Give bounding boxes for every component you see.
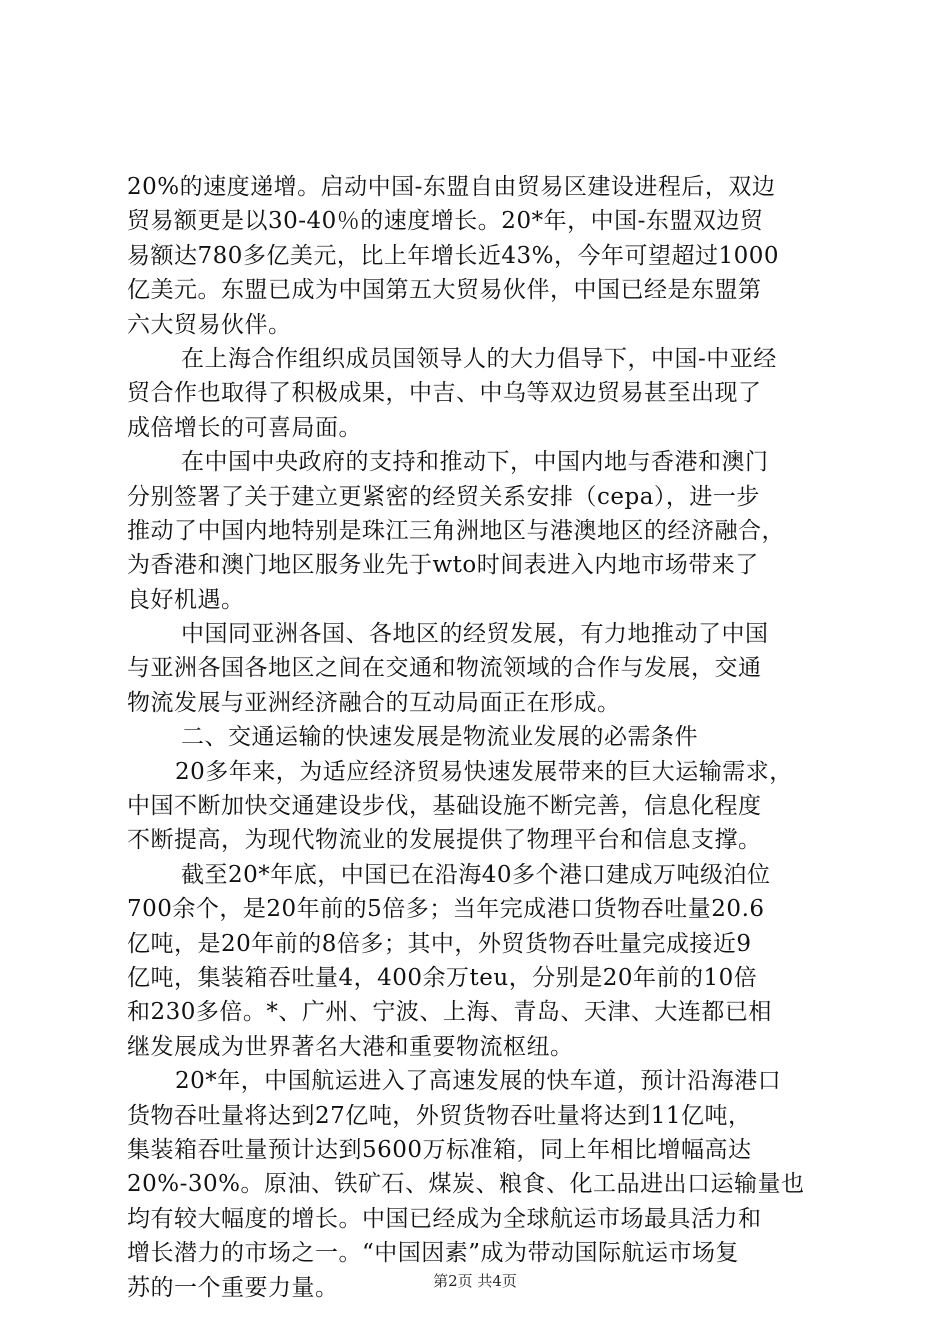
page-number: 第2页 共4页 <box>433 1272 517 1290</box>
text-line: 为香港和澳门地区服务业先于wto时间表进入内地市场带来了 <box>127 552 759 579</box>
text-line: 成倍增长的可喜局面。 <box>127 414 362 441</box>
text-line: 不断提高，为现代物流业的发展提供了物理平台和信息支撑。 <box>127 827 762 854</box>
text-line: 推动了中国内地特别是珠江三角洲地区与港澳地区的经济融合， <box>127 517 785 544</box>
paragraph-start-line: 中国同亚洲各国、各地区的经贸发展，有力地推动了中国 <box>181 621 769 648</box>
text-line: 物流发展与亚洲经济融合的互动局面正在形成。 <box>127 689 621 716</box>
text-line: 20%-30%。原油、铁矿石、煤炭、粮食、化工品进出口运输量也 <box>127 1171 805 1198</box>
text-line: 货物吞吐量将达到27亿吨，外贸货物吞吐量将达到11亿吨， <box>127 1102 752 1129</box>
text-line: 中国不断加快交通建设步伐，基础设施不断完善，信息化程度 <box>127 793 762 820</box>
text-line: 亿吨，是20年前的8倍多；其中，外贸货物吞吐量完成接近9 <box>127 930 752 957</box>
text-line: 易额达780多亿美元，比上年增长近43%，今年可望超过1000 <box>127 242 780 269</box>
page-footer <box>0 1270 950 1291</box>
text-line: 与亚洲各国各地区之间在交通和物流领域的合作与发展，交通 <box>127 655 762 682</box>
text-line: 苏的一个重要力量。 <box>127 1274 339 1301</box>
paragraph-start-line: 在中国中央政府的支持和推动下，中国内地与香港和澳门 <box>181 449 769 476</box>
text-line: 六大贸易伙伴。 <box>127 311 292 338</box>
text-line: 亿吨，集装箱吞吐量4，400余万teu，分别是20年前的10倍 <box>127 964 758 991</box>
text-line: 分别签署了关于建立更紧密的经贸关系安排（cepa），进一步 <box>127 483 760 510</box>
paragraph-start-line: 截至20*年底，中国已在沿海40多个港口建成万吨级泊位 <box>181 861 771 888</box>
text-line: 集装箱吞吐量预计达到5600万标准箱，同上年相比增幅高达 <box>127 1136 752 1163</box>
text-line: 均有较大幅度的增长。中国已经成为全球航运市场最具活力和 <box>127 1205 762 1232</box>
paragraph-start-line: 20*年，中国航运进入了高速发展的快车道，预计沿海港口 <box>175 1068 782 1095</box>
paragraph-start-line: 20多年来，为适应经济贸易快速发展带来的巨大运输需求， <box>175 758 793 785</box>
text-line: 继发展成为世界著名大港和重要物流枢纽。 <box>127 1033 574 1060</box>
paragraph-start-line: 在上海合作组织成员国领导人的大力倡导下，中国-中亚经 <box>181 345 777 372</box>
text-line: 20%的速度递增。启动中国-东盟自由贸易区建设进程后，双边 <box>127 174 776 200</box>
text-line: 良好机遇。 <box>127 586 245 613</box>
section-heading: 二、交通运输的快速发展是物流业发展的必需条件 <box>181 724 698 751</box>
text-line: 700余个，是20年前的5倍多；当年完成港口货物吞吐量20.6 <box>127 896 765 923</box>
text-line: 亿美元。东盟已成为中国第五大贸易伙伴，中国已经是东盟第 <box>127 277 762 304</box>
text-line: 贸合作也取得了积极成果，中吉、中乌等双边贸易甚至出现了 <box>127 380 762 407</box>
text-line: 贸易额更是以30-40％的速度增长。20*年，中国-东盟双边贸 <box>127 208 764 235</box>
text-line: 增长潜力的市场之一。“中国因素”成为带动国际航运市场复 <box>127 1240 740 1267</box>
text-line: 和230多倍。*、广州、宁波、上海、青岛、天津、大连都已相 <box>127 999 772 1026</box>
document-body <box>127 170 832 1305</box>
